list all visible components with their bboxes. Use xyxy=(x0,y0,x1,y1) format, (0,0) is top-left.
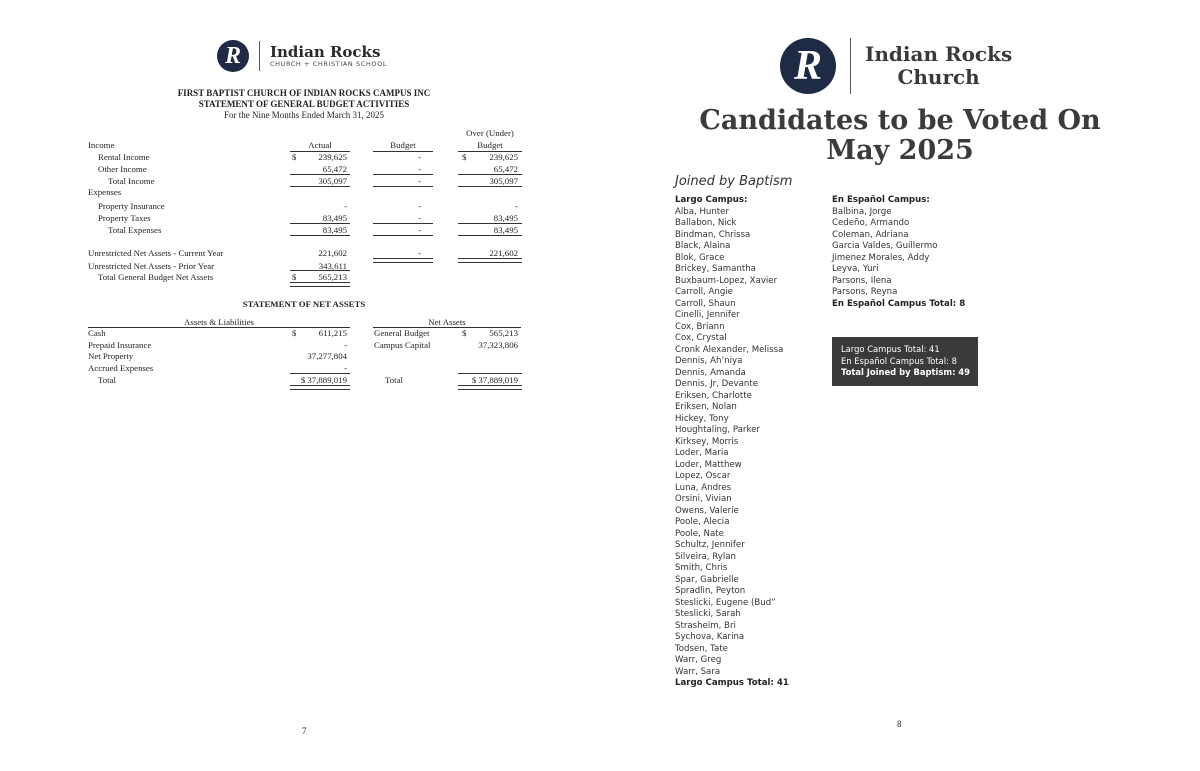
row-label: Total Income xyxy=(108,176,155,186)
church-logo-large xyxy=(780,38,1012,94)
table-rule xyxy=(373,235,433,236)
table-rule xyxy=(290,223,350,224)
logo-name: Indian Rocks xyxy=(270,42,381,61)
currency-sign: $ xyxy=(292,152,297,162)
table-rule xyxy=(290,385,350,390)
largo-name-item: Warr, Greg xyxy=(675,655,722,665)
largo-total: Largo Campus Total: 41 xyxy=(675,678,789,688)
row-label: Unrestricted Net Assets - Current Year xyxy=(88,248,224,258)
table-rule xyxy=(290,270,350,271)
budget-value: - xyxy=(418,248,421,258)
largo-name-item: Sychova, Karina xyxy=(675,632,745,642)
currency-sign: $ xyxy=(292,328,297,338)
espanol-name-item: Coleman, Adriana xyxy=(832,229,909,240)
largo-name-item: Steslicki, Sarah xyxy=(675,609,741,619)
row-label: Total Expenses xyxy=(108,225,162,235)
row-label: Prepaid Insurance xyxy=(88,340,152,350)
page-title xyxy=(650,106,1150,166)
assets-header: Assets & Liabilities xyxy=(184,317,254,327)
largo-campus-list xyxy=(675,195,789,690)
asset-value: - xyxy=(344,363,347,373)
largo-name-item: Silveira, Rylan xyxy=(675,551,736,562)
largo-name-item: Carroll, Angie xyxy=(675,287,733,297)
over-value: - xyxy=(515,201,518,211)
budget-value: - xyxy=(418,152,421,162)
table-rule xyxy=(373,186,433,187)
largo-name-item: Brickey, Samantha xyxy=(675,264,756,274)
largo-name-item: Carroll, Shaun xyxy=(675,298,736,309)
largo-name-item: Dennis, Jr, Devante xyxy=(675,379,759,389)
table-rule xyxy=(458,186,522,187)
table-rule xyxy=(458,174,522,175)
row-label: Unrestricted Net Assets - Prior Year xyxy=(88,261,215,271)
largo-name-item: Blok, Grace xyxy=(675,252,725,263)
largo-name-item: Steslicki, Eugene (Bud” xyxy=(675,597,776,608)
totals-line-espanol: En Español Campus Total: 8 xyxy=(841,355,957,366)
net-asset-label: Campus Capital xyxy=(374,340,431,350)
logo-subtitle: CHURCH + CHRISTIAN SCHOOL xyxy=(270,59,388,68)
budget-value: - xyxy=(418,164,421,174)
largo-name-item: Todsen, Tate xyxy=(675,643,728,654)
statement-title: STATEMENT OF GENERAL BUDGET ACTIVITIES xyxy=(198,99,410,109)
largo-name-item: Houghtaling, Parker xyxy=(675,425,760,435)
espanol-name-item: Leyva, Yuri xyxy=(832,264,879,274)
largo-name-item: Orsini, Vivian xyxy=(675,494,732,504)
table-rule xyxy=(373,174,433,175)
net-asset-label: General Budget xyxy=(374,328,430,338)
largo-name-item: Hickey, Tony xyxy=(675,413,729,424)
logo-name-line2: Church xyxy=(897,65,980,89)
table-rule xyxy=(458,258,522,263)
asset-value: 611,215 xyxy=(318,328,347,338)
actual-value: 305,097 xyxy=(318,176,347,186)
church-logo xyxy=(217,40,387,72)
asset-value: 37,277,804 xyxy=(307,351,347,361)
largo-name-item: Cronk Alexander, Melissa xyxy=(675,344,784,355)
largo-name-item: Kirksey, Morris xyxy=(675,436,739,447)
table-rule xyxy=(373,258,433,263)
row-label: Other Income xyxy=(98,164,147,174)
column-header-actual: Actual xyxy=(308,140,332,150)
row-label: Total General Budget Net Assets xyxy=(98,272,214,282)
largo-name-item: Poole, Nate xyxy=(675,528,724,539)
largo-name-item: Spradlin, Peyton xyxy=(675,586,746,596)
row-label: Net Property xyxy=(88,351,134,361)
espanol-name-item: Parsons, Ilena xyxy=(832,275,892,286)
actual-value: 83,495 xyxy=(322,225,347,235)
actual-value: 65,472 xyxy=(322,164,347,174)
title-line1: Candidates to be Voted On xyxy=(699,105,1101,136)
largo-name-item: Alba, Hunter xyxy=(675,206,729,217)
net-asset-label: Total xyxy=(385,375,403,385)
largo-name-item: Cinelli, Jennifer xyxy=(675,310,740,320)
over-value: 83,495 xyxy=(493,225,518,235)
net-assets-title: STATEMENT OF NET ASSETS xyxy=(242,299,366,309)
row-label: Cash xyxy=(88,328,106,338)
net-asset-value: 37,323,806 xyxy=(478,340,518,350)
largo-name-item: Eriksen, Charlotte xyxy=(675,390,752,401)
largo-name-item: Strasheim, Bri xyxy=(675,620,736,631)
title-line2: May 2025 xyxy=(826,135,974,166)
espanol-total: En Español Campus Total: 8 xyxy=(832,298,966,309)
table-rule xyxy=(290,373,350,374)
actual-value: 565,213 xyxy=(318,272,347,282)
largo-name-item: Owens, Valerie xyxy=(675,505,739,516)
budget-value: - xyxy=(418,201,421,211)
over-value: 239,625 xyxy=(489,152,518,162)
largo-name-item: Ballabon, Nick xyxy=(675,218,737,228)
currency-sign: $ xyxy=(462,152,467,162)
table-rule xyxy=(290,282,350,287)
over-value: 83,495 xyxy=(493,213,518,223)
largo-name-item: Schultz, Jennifer xyxy=(675,540,745,550)
net-asset-value: 565,213 xyxy=(489,328,518,338)
actual-value: 83,495 xyxy=(322,213,347,223)
table-rule xyxy=(458,373,522,374)
asset-value: - xyxy=(344,340,347,350)
espanol-header: En Español Campus: xyxy=(832,195,930,205)
row-label: Property Taxes xyxy=(98,213,151,223)
row-label: Expenses xyxy=(88,187,122,197)
currency-sign: $ xyxy=(292,272,297,282)
budget-value: - xyxy=(418,176,421,186)
largo-name-item: Warr, Sara xyxy=(675,666,721,677)
largo-name-item: Cox, Briann xyxy=(675,321,725,332)
largo-header: Largo Campus: xyxy=(675,195,748,205)
largo-name-item: Eriksen, Nolan xyxy=(675,402,737,412)
net-asset-value: $ 37,889,019 xyxy=(471,375,518,385)
espanol-name-item: Parsons, Reyna xyxy=(832,287,898,297)
row-label: Accrued Expenses xyxy=(88,363,154,373)
totals-line-largo: Largo Campus Total: 41 xyxy=(841,344,940,354)
table-rule xyxy=(290,186,350,187)
actual-value: - xyxy=(344,201,347,211)
actual-value: 221,602 xyxy=(318,248,347,258)
budget-value: - xyxy=(418,225,421,235)
logo-divider xyxy=(259,41,260,71)
budget-value: - xyxy=(418,213,421,223)
largo-name-item: Black, Alaina xyxy=(675,241,731,251)
largo-name-item: Luna, Andres xyxy=(675,482,732,493)
espanol-name-item: Cedeño, Armando xyxy=(832,218,910,228)
actual-value: 239,625 xyxy=(318,152,347,162)
largo-name-item: Spar, Gabrielle xyxy=(675,574,739,585)
logo-mark-icon: R xyxy=(780,38,836,94)
table-rule xyxy=(373,223,433,224)
largo-name-item: Loder, Maria xyxy=(675,448,729,458)
espanol-name-item: Garcia Valdes, Guillermo xyxy=(832,241,938,251)
totals-box xyxy=(832,337,978,386)
period: For the Nine Months Ended March 31, 2025 xyxy=(224,110,384,120)
largo-name-item: Cox, Crystal xyxy=(675,333,727,343)
page-number-right: 8 xyxy=(897,719,902,729)
row-label: Income xyxy=(88,140,115,150)
logo-mark-icon: R xyxy=(217,40,249,72)
row-label: Property Insurance xyxy=(98,201,165,211)
largo-name-item: Lopez, Oscar xyxy=(675,471,731,481)
table-rule xyxy=(290,235,350,236)
table-rule xyxy=(290,174,350,175)
over-value: 221,602 xyxy=(489,248,518,258)
largo-name-item: Buxbaum-Lopez, Xavier xyxy=(675,275,778,286)
row-label: Total xyxy=(98,375,116,385)
espanol-name-item: Balbina, Jorge xyxy=(832,206,892,217)
totals-line-grand: Total Joined by Baptism: 49 xyxy=(841,367,970,377)
page-number-left: 7 xyxy=(302,726,307,736)
net-assets-header: Net Assets xyxy=(428,317,466,327)
over-value: 305,097 xyxy=(489,176,518,186)
espanol-campus-list xyxy=(832,195,965,310)
largo-name-item: Dennis, Ah’niya xyxy=(675,356,743,366)
table-rule xyxy=(458,235,522,236)
column-header-over: Over (Under) xyxy=(466,128,514,138)
largo-name-item: Smith, Chris xyxy=(675,563,728,573)
table-rule xyxy=(458,223,522,224)
report-heading xyxy=(88,88,520,121)
column-header-over-budget: Budget xyxy=(477,140,503,150)
column-header-budget: Budget xyxy=(390,140,416,150)
espanol-name-item: Jimenez Morales, Addy xyxy=(832,252,930,263)
over-value: 65,472 xyxy=(493,164,518,174)
logo-divider xyxy=(850,38,851,94)
org-name: FIRST BAPTIST CHURCH OF INDIAN ROCKS CAMPUS INC xyxy=(177,88,431,98)
logo-name-line1: Indian Rocks xyxy=(865,42,1013,66)
largo-name-item: Loder, Matthew xyxy=(675,459,742,470)
actual-value: 343,611 xyxy=(318,261,347,271)
currency-sign: $ xyxy=(462,328,467,338)
section-heading: Joined by Baptism xyxy=(675,174,793,189)
largo-name-item: Dennis, Amanda xyxy=(675,367,746,378)
largo-name-item: Poole, Alecia xyxy=(675,517,730,527)
asset-value: $ 37,889,019 xyxy=(300,375,347,385)
largo-name-item: Bindman, Chrissa xyxy=(675,229,751,240)
table-rule xyxy=(458,385,522,390)
row-label: Rental Income xyxy=(98,152,150,162)
